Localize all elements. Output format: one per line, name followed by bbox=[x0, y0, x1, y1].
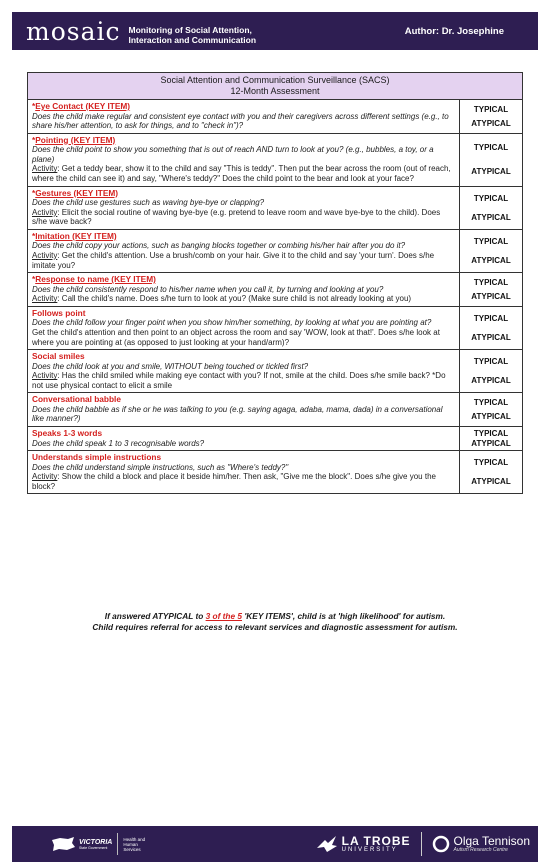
item-options bbox=[460, 273, 522, 306]
item-question: Does the child understand simple instructions, such as "Where's teddy?" bbox=[32, 462, 289, 472]
form-item-row bbox=[28, 230, 522, 273]
form-title-line2: 12-Month Assessment bbox=[230, 86, 320, 96]
option-atypical[interactable]: ATYPICAL bbox=[471, 119, 511, 129]
form-item-row bbox=[28, 100, 522, 134]
sacs-form bbox=[27, 72, 523, 494]
item-title-text: Conversational babble bbox=[32, 394, 121, 405]
activity-text: : Show the child a block and place it beside him/her. Then ask, "Give me the block". Does s/he give you the block? bbox=[32, 472, 436, 491]
item-title bbox=[32, 189, 455, 199]
footnote-part2: 'KEY ITEMS', child is at 'high likelihood' for autism. bbox=[242, 611, 446, 621]
item-title-text: Follows point bbox=[32, 307, 86, 318]
form-item-content bbox=[28, 350, 460, 392]
form-item-content bbox=[28, 134, 460, 186]
item-activity bbox=[32, 251, 455, 270]
header-subtitle: Monitoring of Social Attention, Interaction and Communication bbox=[128, 25, 257, 45]
form-items bbox=[28, 100, 522, 493]
page-footer bbox=[12, 826, 538, 862]
activity-label: Activity bbox=[32, 250, 58, 260]
item-title bbox=[32, 309, 455, 319]
form-item-row bbox=[28, 187, 522, 230]
option-typical[interactable]: TYPICAL bbox=[473, 357, 509, 367]
latrobe-university: UNIVERSITY bbox=[341, 846, 398, 853]
item-key-marker: * bbox=[32, 230, 36, 241]
item-activity bbox=[32, 472, 455, 491]
item-title bbox=[32, 232, 455, 242]
activity-text: Get the child's attention and then point to an object across the room and say 'WOW, look at that!'. Does s/he look at where you are pointing at (as opposed to just looking at your hand/arm)? bbox=[32, 327, 440, 347]
item-key-marker: * bbox=[32, 101, 36, 111]
item-title-text: Gestures (KEY ITEM) bbox=[35, 187, 119, 198]
option-typical[interactable]: TYPICAL bbox=[473, 104, 509, 114]
option-typical[interactable]: TYPICAL bbox=[473, 143, 509, 153]
form-item-row bbox=[28, 350, 522, 393]
option-typical[interactable]: TYPICAL bbox=[473, 277, 509, 287]
form-item-row bbox=[28, 307, 522, 350]
item-title bbox=[32, 352, 455, 362]
option-typical[interactable]: TYPICAL bbox=[473, 313, 509, 323]
option-atypical[interactable]: ATYPICAL bbox=[471, 412, 511, 422]
form-item-content bbox=[28, 230, 460, 272]
item-key-marker: * bbox=[32, 187, 36, 198]
item-title-text: Understands simple instructions bbox=[32, 452, 162, 463]
item-activity bbox=[32, 294, 455, 304]
form-item-row bbox=[28, 134, 522, 187]
form-item-row bbox=[28, 451, 522, 493]
item-title bbox=[32, 395, 455, 405]
header-author: Author: Dr. Josephine bbox=[404, 25, 504, 37]
victoria-dept: Health and Human Services bbox=[123, 836, 146, 852]
victoria-divider bbox=[117, 833, 118, 855]
form-title-line1: Social Attention and Communication Surveillance (SACS) bbox=[160, 75, 390, 85]
item-title-text: Response to name (KEY ITEM) bbox=[35, 274, 156, 285]
item-activity bbox=[32, 208, 455, 227]
form-title bbox=[28, 73, 522, 100]
form-item-content bbox=[28, 273, 460, 306]
item-title-text: Pointing (KEY ITEM) bbox=[35, 134, 116, 145]
activity-label: Activity bbox=[32, 294, 58, 304]
item-options bbox=[460, 393, 522, 426]
item-question: Does the child copy your actions, such as banging blocks together or combing his/her hair after you do it? bbox=[32, 241, 406, 251]
item-options bbox=[460, 427, 522, 450]
form-item-content bbox=[28, 451, 460, 493]
latrobe-bird-icon bbox=[316, 834, 338, 854]
item-key-marker: * bbox=[32, 274, 36, 285]
activity-label: Activity bbox=[32, 371, 58, 381]
form-item-row bbox=[28, 273, 522, 307]
activity-text: : Get the child's attention. Use a brush/comb on your hair. Give it to the child and say 'your turn'. Does s/he imitate you? bbox=[32, 250, 435, 270]
item-title-text: Imitation (KEY ITEM) bbox=[35, 230, 117, 241]
option-atypical[interactable]: ATYPICAL bbox=[471, 376, 511, 386]
item-question: Does the child point to show you something that is out of reach AND turn to look at you? (e.g., bubbles, a toy, or a plane) bbox=[32, 145, 434, 164]
item-title-text: Social smiles bbox=[32, 351, 85, 362]
item-activity bbox=[32, 164, 455, 183]
item-title bbox=[32, 102, 455, 112]
mosaic-logo: mosaic bbox=[26, 16, 121, 46]
item-question: Does the child look at you and smile, WITHOUT being touched or tickled first? bbox=[32, 361, 309, 371]
activity-label: Activity bbox=[32, 164, 58, 174]
item-title-text: Speaks 1-3 words bbox=[32, 428, 103, 439]
olga-tennison-ring-icon bbox=[432, 835, 450, 853]
item-title bbox=[32, 453, 455, 463]
form-item-content bbox=[28, 100, 460, 133]
latrobe-logo bbox=[316, 834, 411, 854]
option-typical[interactable]: TYPICAL bbox=[473, 429, 509, 439]
option-atypical[interactable]: ATYPICAL bbox=[471, 477, 511, 487]
form-item-row bbox=[28, 427, 522, 451]
item-options bbox=[460, 350, 522, 392]
victoria-name: VICTORIA bbox=[79, 838, 113, 846]
item-title bbox=[32, 136, 455, 146]
item-options bbox=[460, 230, 522, 272]
option-atypical[interactable]: ATYPICAL bbox=[471, 438, 511, 448]
form-item-content bbox=[28, 427, 460, 450]
activity-text: : Elicit the social routine of waving bye-bye (e.g. pretend to leave room and wave bye-bye to the child). Does s/he wave back? bbox=[32, 207, 441, 227]
item-question: Does the child follow your finger point when you show him/her something, by looking at what you are pointing at? bbox=[32, 318, 432, 328]
option-typical[interactable]: TYPICAL bbox=[473, 193, 509, 203]
victoria-map-icon bbox=[50, 835, 76, 853]
footer-divider bbox=[421, 832, 422, 856]
option-atypical[interactable]: ATYPICAL bbox=[471, 256, 511, 266]
item-activity bbox=[32, 371, 455, 390]
option-atypical[interactable]: ATYPICAL bbox=[471, 212, 511, 222]
olga-tennison-sub: Autism Research Centre bbox=[453, 847, 508, 853]
item-options bbox=[460, 100, 522, 133]
form-item-content bbox=[28, 307, 460, 349]
footnote-line1 bbox=[40, 611, 510, 622]
option-atypical[interactable]: ATYPICAL bbox=[471, 167, 511, 177]
activity-text: : Call the child's name. Does s/he turn to look at you? (Make sure child is not already looking at you) bbox=[57, 294, 412, 304]
victoria-gov: State Government bbox=[79, 845, 108, 850]
item-question: Does the child make regular and consistent eye contact with you and their caregivers across different settings (e.g., to share his/her attention, to ask for things, and to "check in")? bbox=[32, 111, 449, 131]
form-item-content bbox=[28, 187, 460, 229]
item-title bbox=[32, 429, 455, 439]
item-activity bbox=[32, 328, 455, 347]
item-key-marker: * bbox=[32, 134, 36, 145]
item-options bbox=[460, 307, 522, 349]
activity-label: Activity bbox=[32, 472, 58, 482]
activity-text: : Has the child smiled while making eye contact with you? If not, smile at the child. Does s/he smile back? *Do not use physical contact to elicit a smile bbox=[32, 371, 446, 390]
form-item-row bbox=[28, 393, 522, 427]
latrobe-name: LA TROBE bbox=[341, 833, 411, 848]
footnote-part1: If answered ATYPICAL to bbox=[104, 611, 206, 621]
option-atypical[interactable]: ATYPICAL bbox=[471, 333, 511, 343]
footnote-line2: Child requires referral for access to relevant services and diagnostic assessment for autism. bbox=[92, 622, 458, 632]
item-options bbox=[460, 187, 522, 229]
olga-tennison-logo bbox=[432, 835, 531, 853]
item-options bbox=[460, 451, 522, 493]
item-title-text: Eye Contact (KEY ITEM) bbox=[35, 101, 131, 111]
footnote bbox=[40, 611, 510, 633]
activity-text: : Get a teddy bear, show it to the child and say "This is teddy". Then put the bear across the room (out of reach, where the child can see it) and say, "Where's teddy?" Does the child point to the bear and look at your face? bbox=[32, 164, 451, 183]
item-title bbox=[32, 275, 455, 285]
option-typical[interactable]: TYPICAL bbox=[473, 458, 509, 468]
footnote-highlight: 3 of the 5 bbox=[205, 611, 243, 621]
option-typical[interactable]: TYPICAL bbox=[473, 398, 509, 408]
victoria-logo bbox=[50, 833, 155, 855]
option-typical[interactable]: TYPICAL bbox=[473, 236, 509, 246]
activity-label: Activity bbox=[32, 207, 58, 217]
item-question: Does the child consistently respond to his/her name when you call it, by turning and looking at you? bbox=[32, 284, 384, 294]
option-atypical[interactable]: ATYPICAL bbox=[471, 292, 511, 302]
item-options bbox=[460, 134, 522, 186]
item-question: Does the child speak 1 to 3 recognisable words? bbox=[32, 438, 205, 448]
page-header bbox=[12, 12, 538, 50]
item-question: Does the child babble as if she or he was talking to you (e.g. saying agaga, adaba, mama, dada) in a conversational like manner?) bbox=[32, 404, 443, 424]
olga-tennison-name: Olga Tennison bbox=[453, 834, 530, 848]
form-item-content bbox=[28, 393, 460, 426]
item-question: Does the child use gestures such as waving bye-bye or clapping? bbox=[32, 198, 265, 208]
